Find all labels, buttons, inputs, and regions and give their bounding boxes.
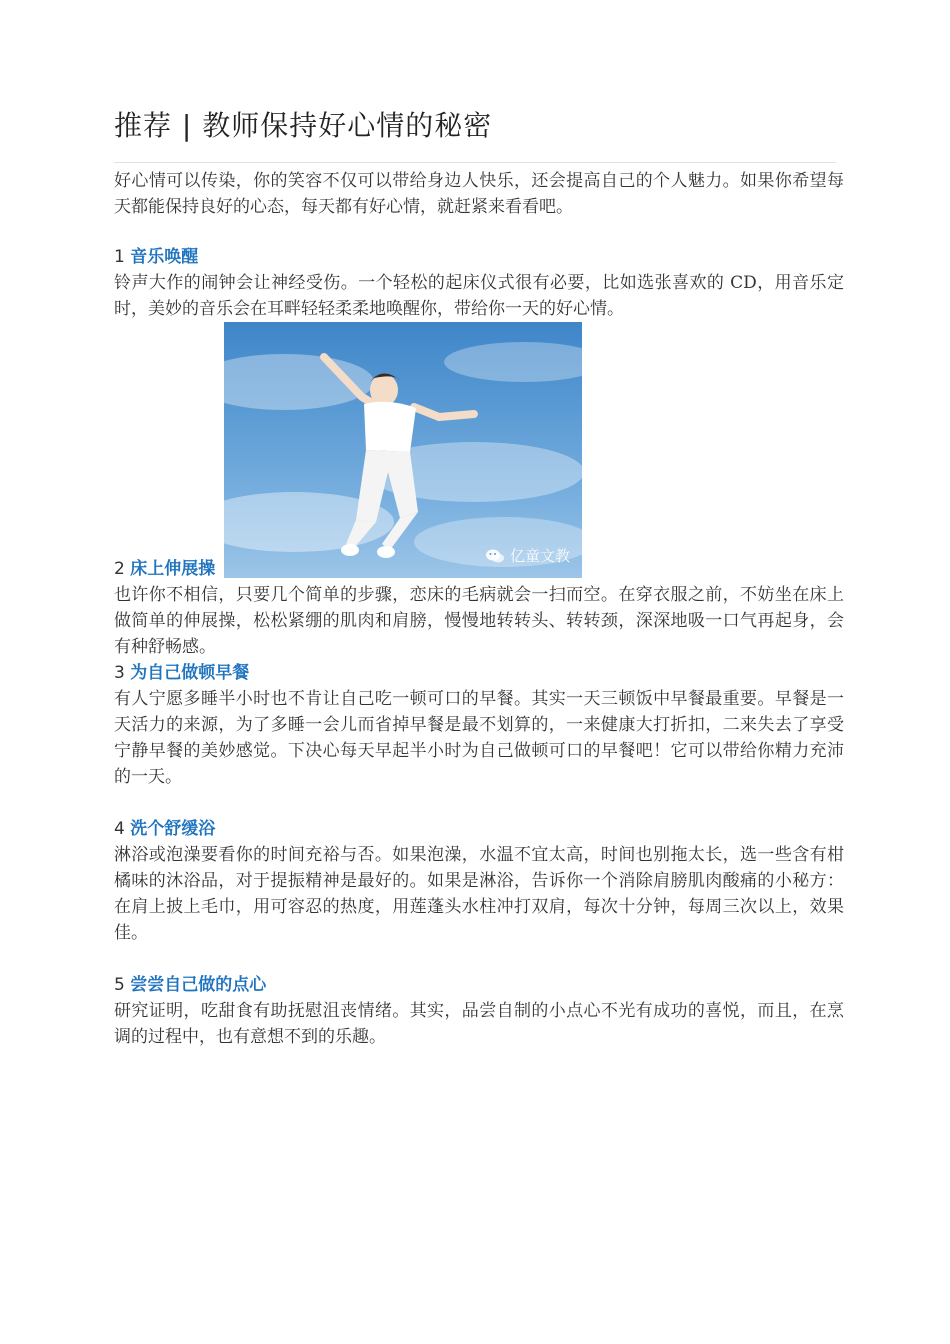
- photo-illustration: [224, 322, 582, 578]
- section-title: 尝尝自己做的点心: [130, 975, 267, 995]
- section-4-body: 淋浴或泡澡要看你的时间充裕与否。如果泡澡，水温不宜太高，时间也别拖太长，选一些含有柑橘味的沐浴品，对于提振精神是最好的。如果是淋浴，告诉你一个消除肩膀肌肉酸痛的小秘方：在肩上披上毛巾，用可容忍的热度，用莲蓬头水柱冲打双肩，每次十分钟，每周三次以上，效果佳。: [114, 845, 844, 943]
- section-number: 5: [114, 975, 125, 995]
- section-title: 为自己做顿早餐: [130, 663, 250, 683]
- section-2-heading: [114, 556, 215, 582]
- title-divider: [114, 162, 836, 163]
- section-3-body: 有人宁愿多睡半小时也不肯让自己吃一顿可口的早餐。其实一天三顿饭中早餐最重要。早餐是一天活力的来源，为了多睡一会儿而省掉早餐是最不划算的，一来健康大打折扣，二来失去了享受宁静早餐的美妙感觉。下决心每天早起半小时为自己做顿可口的早餐吧！它可以带给你精力充沛的一天。: [114, 689, 844, 787]
- jumping-woman-photo: [224, 322, 582, 578]
- section-4-heading: [114, 816, 215, 842]
- watermark-text: 亿童文教: [509, 547, 570, 565]
- wechat-icon: [485, 548, 505, 564]
- photo-watermark: [485, 545, 570, 566]
- section-title: 音乐唤醒: [130, 247, 199, 267]
- article-title: 推荐 | 教师保持好心情的秘密: [114, 109, 493, 142]
- section-number: 1: [114, 247, 125, 267]
- intro-paragraph: 好心情可以传染，你的笑容不仅可以带给身边人快乐，还会提高自己的个人魅力。如果你希望每天都能保持良好的心态，每天都有好心情，就赶紧来看看吧。: [114, 171, 844, 217]
- section-title: 洗个舒缓浴: [130, 819, 216, 839]
- section-number: 3: [114, 663, 125, 683]
- section-3-heading: [114, 660, 249, 686]
- section-5-heading: [114, 972, 266, 998]
- section-title: 床上伸展操: [130, 559, 216, 579]
- section-1-heading: [114, 244, 198, 270]
- section-number: 4: [114, 819, 125, 839]
- section-1-body: 铃声大作的闹钟会让神经受伤。一个轻松的起床仪式很有必要，比如选张喜欢的 CD，用音乐定时，美妙的音乐会在耳畔轻轻柔柔地唤醒你，带给你一天的好心情。: [114, 273, 844, 319]
- section-5-body: 研究证明，吃甜食有助抚慰沮丧情绪。其实，品尝自制的小点心不光有成功的喜悦，而且，在烹调的过程中，也有意想不到的乐趣。: [114, 1001, 844, 1047]
- section-number: 2: [114, 559, 125, 579]
- section-2-body: 也许你不相信，只要几个简单的步骤，恋床的毛病就会一扫而空。在穿衣服之前，不妨坐在床上做简单的伸展操，松松紧绷的肌肉和肩膀，慢慢地转转头、转转颈，深深地吸一口气再起身，会有种舒畅感。: [114, 585, 844, 657]
